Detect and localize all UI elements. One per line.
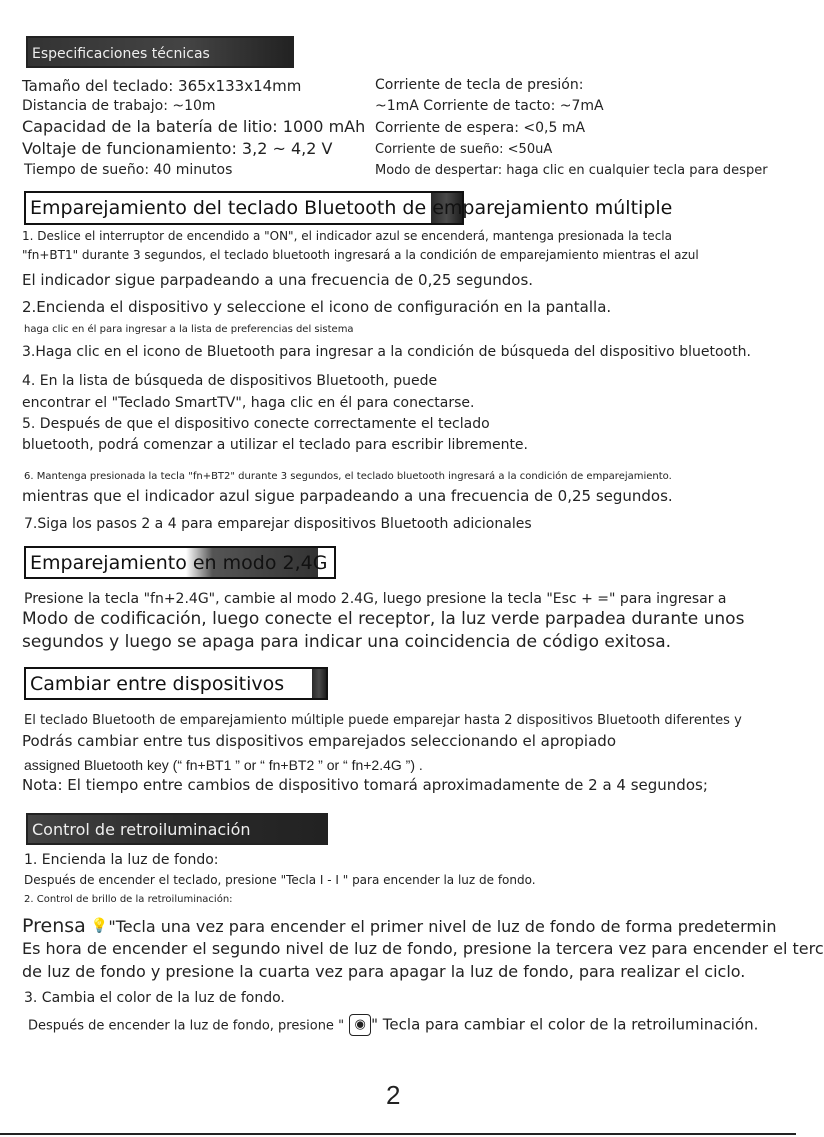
bt-line-4: haga clic en él para ingresar a la lista de preferencias del sistema — [24, 324, 354, 335]
spec-left-2: Capacidad de la batería de litio: 1000 mAh — [22, 117, 366, 136]
bl-line-8-a: Después de encender la luz de fondo, presione " — [28, 1018, 345, 1034]
switch-header — [24, 667, 328, 700]
spec-left-0: Tamaño del teclado: 365x133x14mm — [22, 77, 302, 95]
switch-line-2: assigned Bluetooth key (“ fn+BT1 ” or “ fn+BT2 ” or “ fn+2.4G ”) . — [24, 757, 423, 773]
bt-line-6: 4. En la lista de búsqueda de dispositivos Bluetooth, puede — [22, 373, 438, 389]
spec-left-3: Voltaje de funcionamiento: 3,2 ~ 4,2 V — [22, 139, 333, 158]
bt-line-9: bluetooth, podrá comenzar a utilizar el teclado para escribir libremente. — [22, 437, 528, 453]
switch-line-3: Nota: El tiempo entre cambios de dispositivo tomará aproximadamente de 2 a 4 segundos; — [22, 776, 708, 794]
page-number: 2 — [386, 1080, 401, 1110]
spec-right-0: Corriente de tecla de presión: — [375, 77, 584, 93]
spec-right-3: Corriente de sueño: <50uA — [375, 142, 553, 157]
bl-line-2-b: Tecla I - I " para encender la luz de fondo. — [286, 873, 536, 887]
bl-line-3: 2. Control de brillo de la retroiluminación: — [24, 894, 233, 905]
spec-right-1: ~1mA Corriente de tacto: ~7mA — [375, 98, 604, 114]
bluetooth-title: Emparejamiento del teclado Bluetooth de emparejamiento múltiple — [30, 197, 673, 219]
bt-line-0: 1. Deslice el interruptor de encendido a "ON", el indicador azul se encenderá, mantenga presionada la tecla — [22, 229, 672, 243]
backlight-title: Control de retroiluminación — [32, 820, 251, 839]
spec-right-4: Modo de despertar: haga clic en cualquier tecla para desper — [375, 163, 768, 178]
bl-line-5: Es hora de encender el segundo nivel de luz de fondo, presione la tercera vez para encender el terc — [22, 939, 824, 958]
spec-left-1: Distancia de trabajo: ~10m — [22, 98, 216, 114]
bt-line-8: 5. Después de que el dispositivo conecte correctamente el teclado — [22, 416, 490, 432]
color-key-icon: ◉ — [349, 1014, 371, 1036]
mode24-title: Emparejamiento en modo 2,4G — [30, 552, 328, 574]
bottom-rule — [0, 1133, 796, 1135]
bl-line-4-a: Prensa — [22, 915, 86, 937]
switch-title: Cambiar entre dispositivos — [30, 673, 285, 695]
bl-line-2-a: Después de encender el teclado, presione " — [24, 873, 287, 887]
mode24-line-1: Modo de codificación, luego conecte el receptor, la luz verde parpadea durante unos — [22, 609, 745, 629]
bl-line-6: de luz de fondo y presione la cuarta vez para apagar la luz de fondo, para realizar el ciclo. — [22, 962, 746, 981]
bluetooth-header — [24, 191, 673, 225]
switch-line-0: El teclado Bluetooth de emparejamiento múltiple puede emparejar hasta 2 dispositivos Bluetooth diferentes y — [24, 713, 742, 728]
bl-line-8-b: " Tecla para cambiar el color de la retroiluminación. — [371, 1015, 759, 1034]
specs-header — [26, 36, 294, 68]
mode24-line-0: Presione la tecla "fn+2.4G", cambie al modo 2.4G, luego presione la tecla "Esc + =" para ingresar a — [24, 591, 727, 607]
spec-right-2: Corriente de espera: <0,5 mA — [375, 120, 586, 136]
bt-line-1: "fn+BT1" durante 3 segundos, el teclado bluetooth ingresará a la condición de emparejamiento mientras el azul — [22, 248, 699, 262]
bt-line-10: 6. Mantenga presionada la tecla "fn+BT2" durante 3 segundos, el teclado bluetooth ingresará a la condición de emparejamiento. — [24, 471, 672, 482]
bt-line-7: encontrar el "Teclado SmartTV", haga clic en él para conectarse. — [22, 395, 475, 411]
bt-line-12: 7.Siga los pasos 2 a 4 para emparejar dispositivos Bluetooth adicionales — [24, 516, 532, 532]
bl-line-7: 3. Cambia el color de la luz de fondo. — [24, 990, 285, 1006]
bl-line-4 — [22, 915, 777, 937]
bt-line-2: El indicador sigue parpadeando a una frecuencia de 0,25 segundos. — [22, 271, 534, 289]
switch-line-1: Podrás cambiar entre tus dispositivos emparejados seleccionando el apropiado — [22, 732, 616, 750]
bl-line-2 — [24, 873, 536, 887]
bl-line-4-b: "Tecla una vez para encender el primer nivel de luz de fondo de forma predetermin — [108, 917, 777, 936]
bl-line-8 — [28, 1014, 758, 1036]
backlight-header — [26, 813, 328, 845]
mode24-line-2: segundos y luego se apaga para indicar una coincidencia de código exitosa. — [22, 632, 672, 652]
bt-line-5: 3.Haga clic en el icono de Bluetooth para ingresar a la condición de búsqueda del dispositivo bluetooth. — [22, 344, 751, 360]
bulb-icon: 💡 — [90, 918, 109, 934]
bt-line-11: mientras que el indicador azul sigue parpadeando a una frecuencia de 0,25 segundos. — [22, 487, 673, 505]
spec-left-4: Tiempo de sueño: 40 minutos — [24, 162, 233, 178]
bl-line-1: 1. Encienda la luz de fondo: — [24, 852, 219, 868]
specs-title: Especificaciones técnicas — [32, 46, 210, 62]
bt-line-3: 2.Encienda el dispositivo y seleccione el icono de configuración en la pantalla. — [22, 298, 612, 316]
mode24-header — [24, 546, 336, 579]
